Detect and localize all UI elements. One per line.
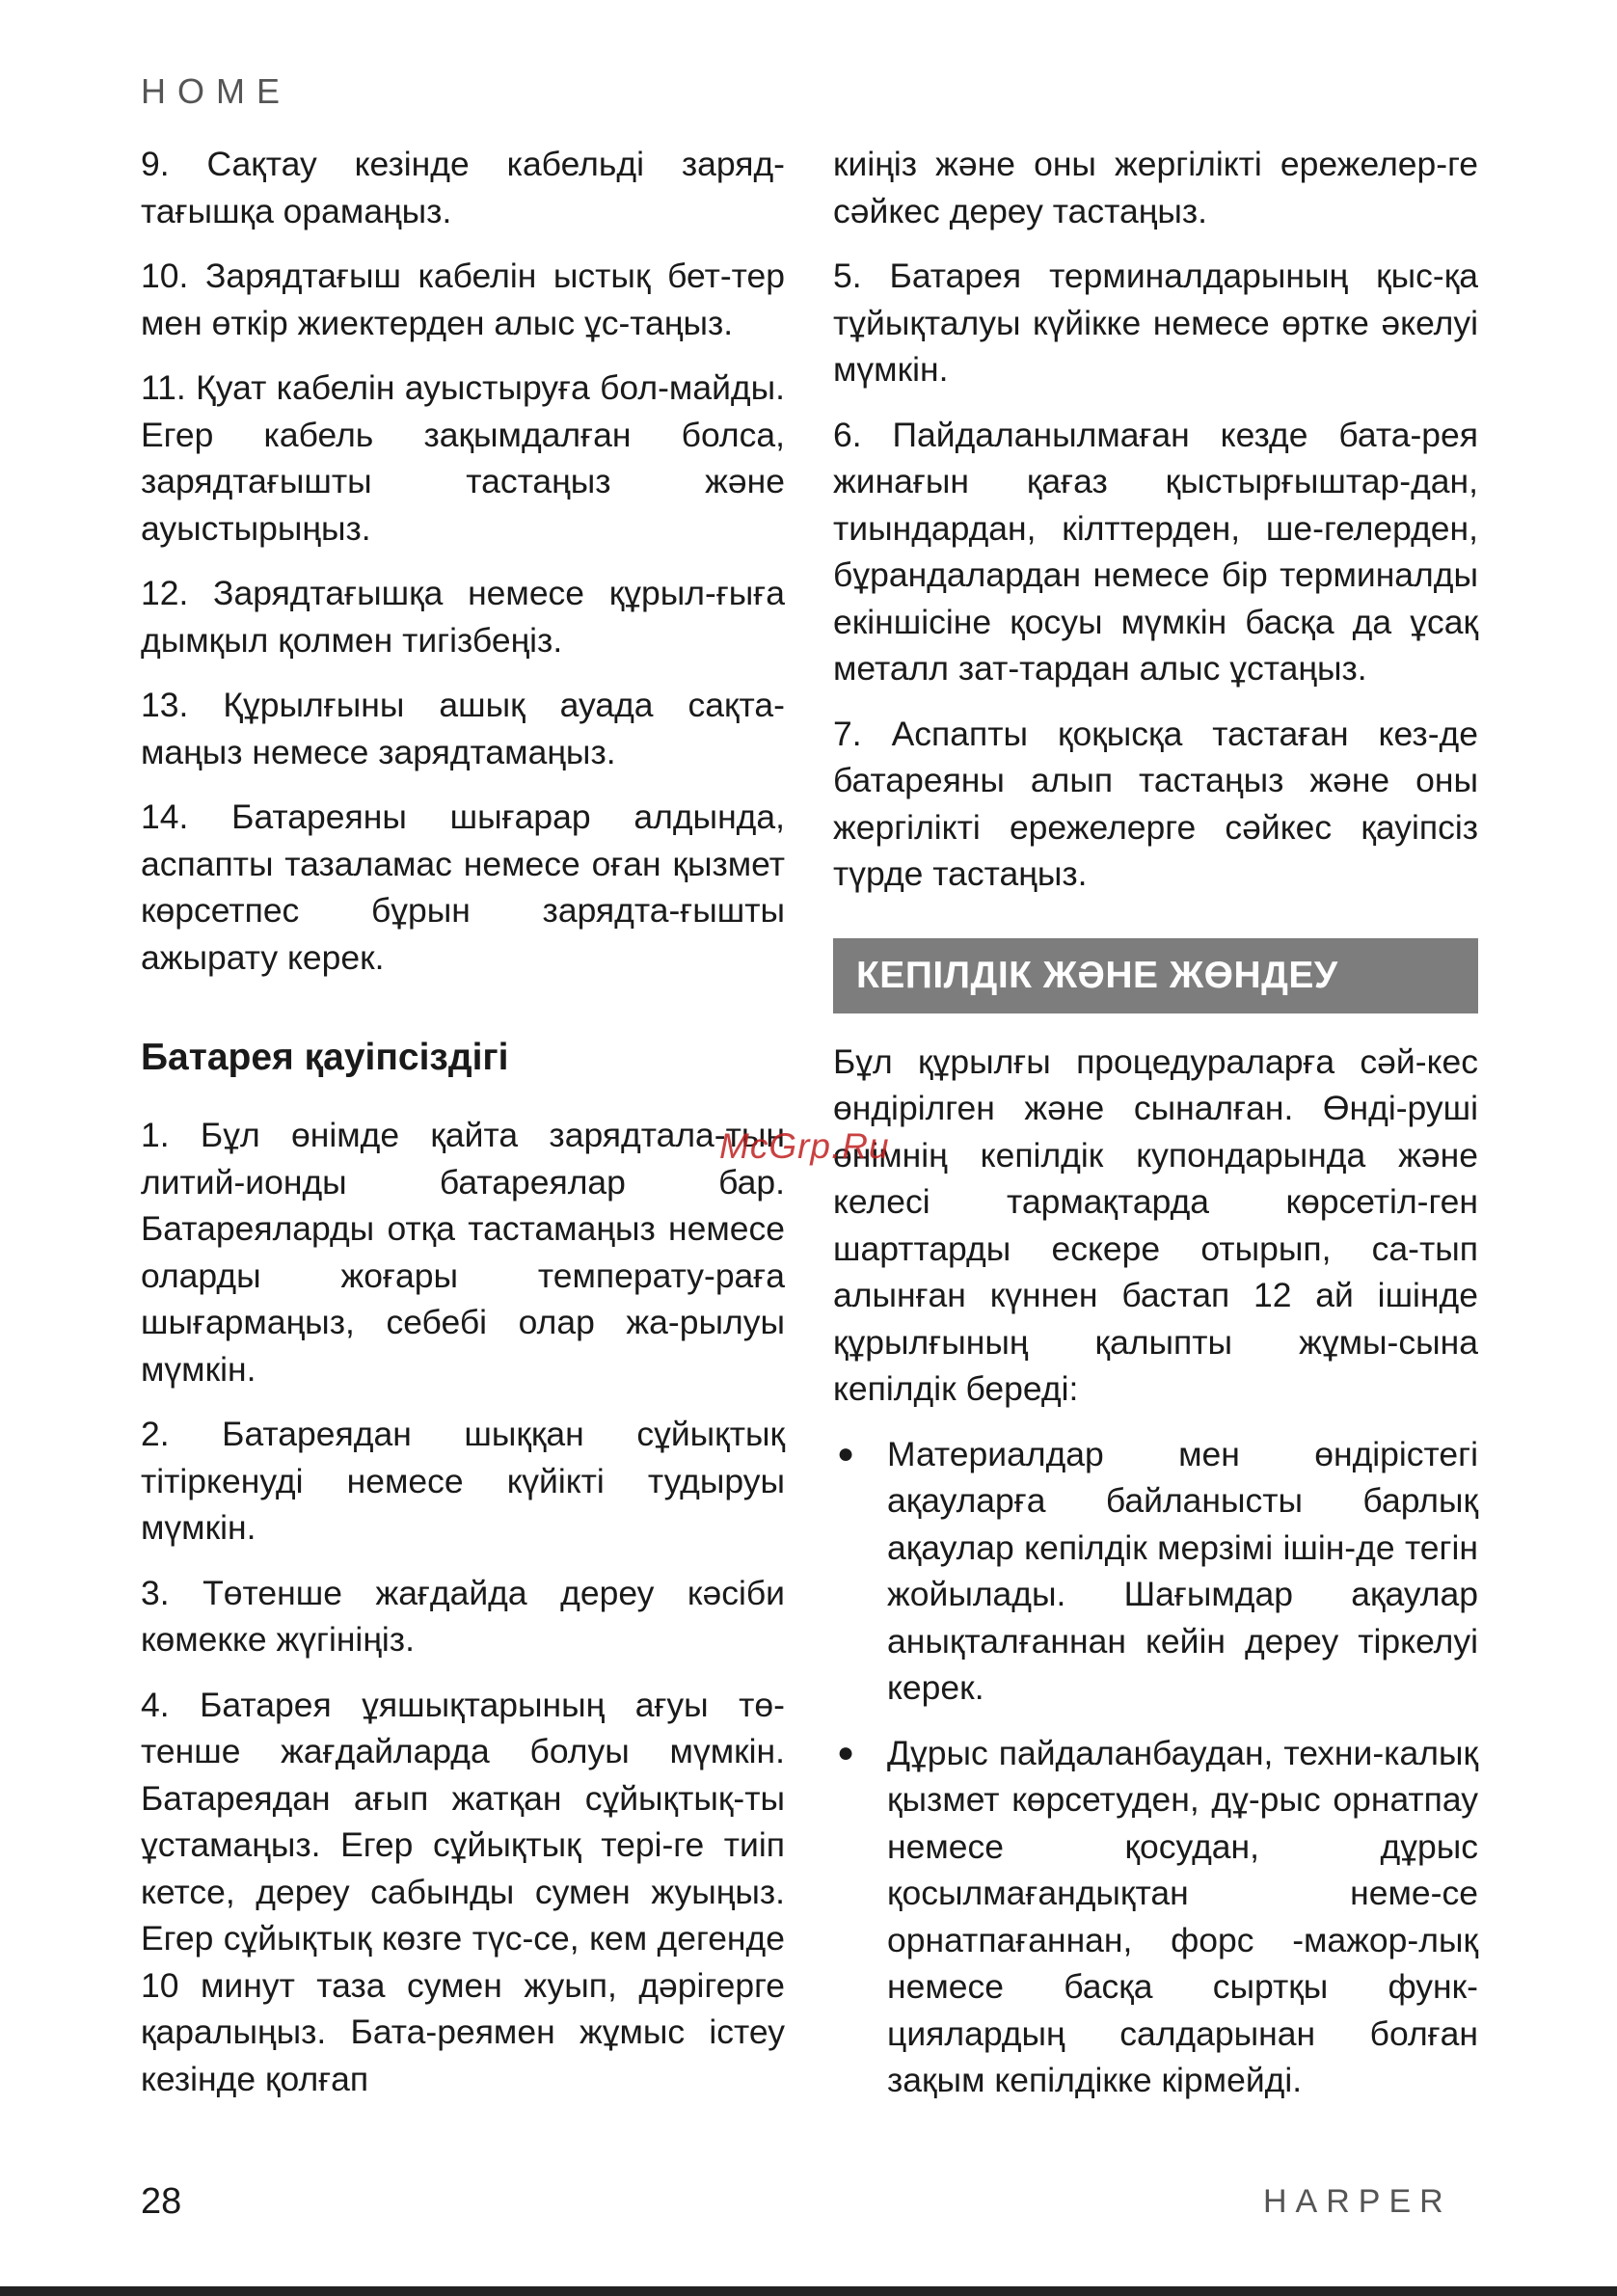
page-number: 28	[141, 2181, 182, 2222]
warranty-heading-banner: КЕПІЛДІК ЖӘНЕ ЖӨНДЕУ	[833, 938, 1478, 1013]
instruction-item-11: 11. Қуат кабелін ауыстыруға бол-майды. Егер кабель зақымдалған болса, зарядтағышты тастаңыз және ауыстырыңыз.	[141, 368, 785, 548]
instruction-item-9: 9. Сақтау кезінде кабельді заряд-тағышқа орамаңыз.	[141, 145, 785, 230]
instruction-item-14: 14. Батареяны шығарар алдында, аспапты тазаламас немесе оған қызмет көрсетпес бұрын зарядта-ғышты ажырату керек.	[141, 797, 785, 977]
left-column	[141, 141, 785, 2120]
bottom-edge-bar	[0, 2286, 1617, 2296]
harper-brand-logo: HARPER	[1263, 2183, 1452, 2220]
home-logo: HOME	[141, 71, 291, 111]
warranty-bullet-text: Дұрыс пайдаланбаудан, техни-калық қызмет көрсетуден, дұ-рыс орнатпау немесе қосудан, дұрыс қосылмағандықтан неме-се орнатпағаннан, форс -мажор-лық немесе басқа сыртқы функ-циялардың салдарынан болған зақым кепілдікке кірмейді.	[887, 1733, 1478, 2099]
bullet-icon: ●	[837, 1437, 855, 1470]
watermark: McGrp.Ru	[719, 1126, 890, 1166]
warranty-intro: Бұл құрылғы процедураларға сәй-кес өндірілген және сыналған. Өнді-руші өнімнің кепілдік купондарында және келесі тармақтарда көрсетіл-ген шарттарды ескере отырып, са-тып алынған күннен бастап 12 ай ішінде құрылғының қалыпты жұмы-сына кепілдік береді:	[833, 1041, 1478, 1408]
battery-item-3: 3. Төтенше жағдайда дереу кәсіби көмекке жүгініңіз.	[141, 1573, 785, 1659]
battery-item-7: 7. Аспапты қоқысқа тастаған кез-де батареяны алып тастаңыз және оны жергілікті ережелерге сәйкес қауіпсіз түрде тастаңыз.	[833, 714, 1478, 893]
battery-safety-heading: Батарея қауіпсіздігі	[141, 1037, 509, 1078]
battery-item-1: 1. Бұл өнімде қайта зарядтала-тын литий-ионды батареялар бар. Батареяларды отқа тастамаңыз немесе оларды жоғары температу-раға шығармаңыз, себебі олар жа-рылуы мүмкін.	[141, 1116, 785, 1389]
battery-item-6: 6. Пайдаланылмаған кезде бата-рея жинағын қағаз қыстырғыштар-дан, тиындардан, кілттерден, ше-гелерден, бұрандалардан немесе бір терминалды екіншісіне қосуы мүмкін басқа да ұсақ металл зат-тардан алыс ұстаңыз.	[833, 415, 1478, 688]
warranty-bullet-text: Материалдар мен өндірістегі ақауларға байланысты барлық ақаулар кепілдік мерзімі ішін-де тегін жойылады. Шағымдар ақаулар анықталғаннан кейін дереу тіркелуі керек.	[887, 1434, 1478, 1707]
battery-item-4-continuation: киіңіз және оны жергілікті ережелер-ге сәйкес дереу тастаңыз.	[833, 145, 1478, 230]
battery-item-4: 4. Батарея ұяшықтарының ағуы тө-тенше жағдайларда болуы мүмкін. Батареядан ағып жатқан сұйықтық-ты ұстамаңыз. Егер сұйықтық тері-ге тиіп кетсе, дереу сабынды сумен жуыңыз. Егер сұйықтық көзге түс-се, кем дегенде 10 минут таза сумен жуып, дәрігерге қаралыңыз. Бата-реямен жұмыс істеу кезінде қолғап	[141, 1685, 785, 2098]
battery-item-5: 5. Батарея терминалдарының қыс-қа тұйықталуы күйікке немесе өртке әкелуі мүмкін.	[833, 257, 1478, 389]
right-column	[833, 141, 1478, 2122]
bullet-icon: ●	[837, 1736, 855, 1769]
battery-item-2: 2. Батареядан шыққан сұйықтық тітіркенуді немесе күйікті тудыруы мүмкін.	[141, 1415, 785, 1547]
instruction-item-10: 10. Зарядтағыш кабелін ыстық бет-тер мен өткір жиектерден алыс ұс-таңыз.	[141, 257, 785, 342]
warranty-bullet-item	[833, 1431, 1478, 1712]
warranty-bullet-item	[833, 1730, 1478, 2104]
instruction-item-12: 12. Зарядтағышқа немесе құрыл-ғыға дымқыл қолмен тигізбеңіз.	[141, 574, 785, 660]
warranty-bullet-list	[833, 1431, 1478, 2104]
instruction-item-13: 13. Құрылғыны ашық ауада сақта-маңыз немесе зарядтамаңыз.	[141, 686, 785, 771]
